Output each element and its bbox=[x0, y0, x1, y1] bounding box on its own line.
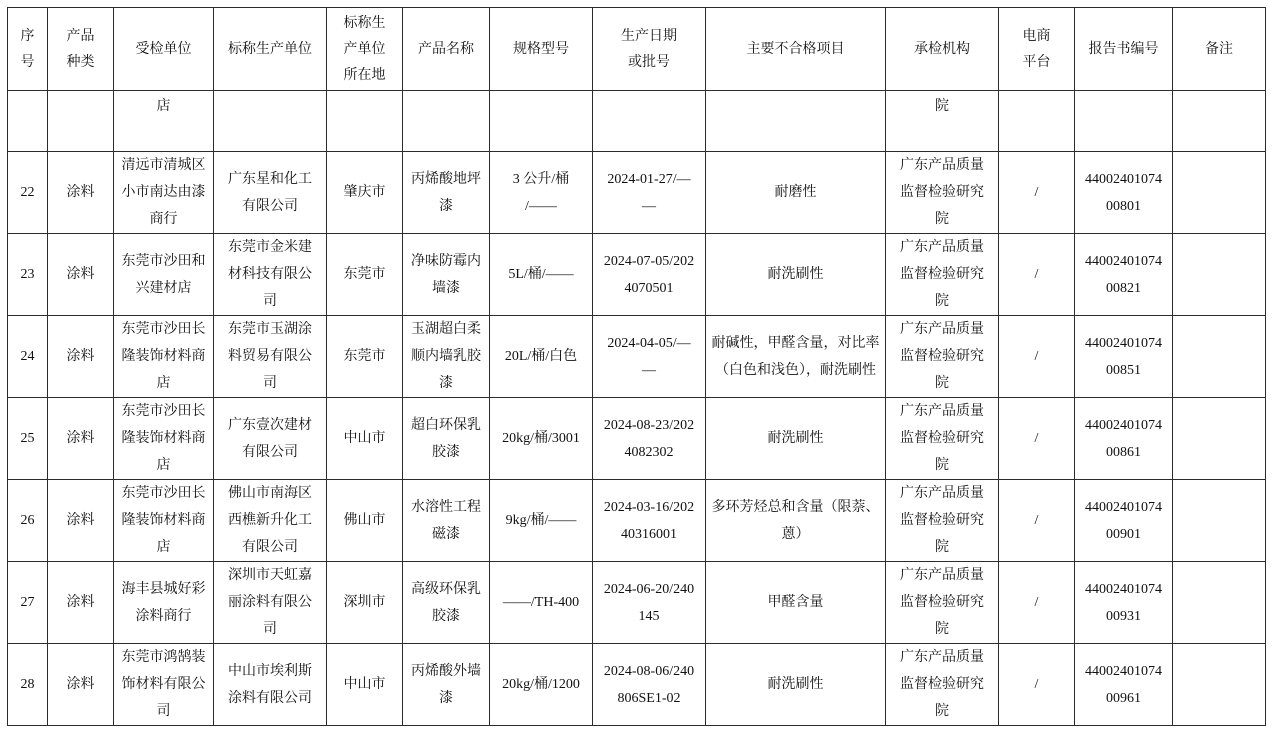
header-producer: 标称生产单位 bbox=[214, 8, 327, 91]
header-product: 产品名称 bbox=[403, 8, 490, 91]
cell-defects bbox=[706, 562, 886, 644]
cell-platform: / bbox=[999, 234, 1075, 316]
cell-seq: 25 bbox=[8, 398, 48, 480]
cell-product-line: 丙烯酸地坪 bbox=[411, 170, 481, 187]
cell-producer bbox=[214, 398, 327, 480]
cell-defects-line: 耐洗刷性 bbox=[767, 266, 824, 282]
cell-producer bbox=[214, 91, 327, 152]
cell-inspected-unit bbox=[114, 316, 214, 398]
cell-product-line: 漆 bbox=[439, 375, 453, 391]
cell-inspected-unit bbox=[114, 562, 214, 644]
cell-spec-line: 20kg/桶/3001 bbox=[502, 431, 580, 446]
cell-agency bbox=[886, 152, 999, 234]
header-category-line: 产品 bbox=[66, 28, 95, 44]
table-row bbox=[8, 644, 1266, 726]
cell-inspected-unit-line: 商行 bbox=[149, 211, 178, 227]
table-row bbox=[8, 316, 1266, 398]
cell-report-line: 00861 bbox=[1106, 444, 1141, 460]
cell-remarks bbox=[1173, 316, 1266, 398]
cell-platform bbox=[999, 91, 1075, 152]
cell-spec-line: 9kg/桶/—— bbox=[505, 513, 577, 528]
cell-location: 深圳市 bbox=[327, 562, 403, 644]
cell-inspected-unit bbox=[114, 234, 214, 316]
cell-date-line: 4070501 bbox=[624, 280, 674, 296]
cell-category: 涂料 bbox=[48, 398, 114, 480]
cell-remarks bbox=[1173, 562, 1266, 644]
cell-report bbox=[1075, 316, 1173, 398]
cell-producer-line: 佛山市南海区 bbox=[228, 485, 312, 501]
cell-spec bbox=[490, 234, 593, 316]
cell-defects-line: 耐洗刷性 bbox=[767, 676, 824, 692]
cell-defects bbox=[706, 316, 886, 398]
header-date bbox=[593, 8, 706, 91]
cell-seq bbox=[8, 91, 48, 152]
cell-producer bbox=[214, 562, 327, 644]
cell-inspected-unit-line: 店 bbox=[156, 457, 171, 473]
cell-product bbox=[403, 152, 490, 234]
cell-inspected-unit bbox=[114, 480, 214, 562]
cell-producer-line: 东莞市金米建 bbox=[228, 239, 312, 255]
cell-producer-line: 有限公司 bbox=[242, 443, 298, 460]
cell-seq: 23 bbox=[8, 234, 48, 316]
header-seq bbox=[8, 8, 48, 91]
cell-defects bbox=[706, 398, 886, 480]
cell-date bbox=[593, 398, 706, 480]
header-inspected-unit: 受检单位 bbox=[114, 8, 214, 91]
cell-agency bbox=[886, 398, 999, 480]
table-row bbox=[8, 234, 1266, 316]
cell-producer-line: 司 bbox=[263, 621, 277, 637]
header-location-line: 产单位 bbox=[343, 41, 386, 57]
cell-category: 涂料 bbox=[48, 480, 114, 562]
cell-inspected-unit bbox=[114, 644, 214, 726]
cell-date-line: — bbox=[642, 198, 656, 214]
cell-agency-line: 广东产品质量 bbox=[900, 239, 984, 255]
cell-category: 涂料 bbox=[48, 316, 114, 398]
cell-platform: / bbox=[999, 562, 1075, 644]
cell-producer-line: 有限公司 bbox=[242, 197, 298, 214]
cell-product-line: 丙烯酸外墙 bbox=[411, 662, 481, 679]
cell-producer-line: 涂料有限公司 bbox=[228, 689, 312, 706]
cell-producer bbox=[214, 480, 327, 562]
cell-agency-line: 监督检验研究 bbox=[900, 676, 984, 692]
cell-product-line: 胶漆 bbox=[432, 607, 460, 624]
cell-inspected-unit-line: 东莞市沙田和 bbox=[121, 252, 206, 269]
continuation-row bbox=[8, 91, 1266, 152]
cell-category: 涂料 bbox=[48, 562, 114, 644]
header-agency: 承检机构 bbox=[886, 8, 999, 91]
header-defects: 主要不合格项目 bbox=[706, 8, 886, 91]
cell-spec bbox=[490, 480, 593, 562]
cell-producer-line: 有限公司 bbox=[242, 539, 298, 555]
cell-location: 中山市 bbox=[327, 398, 403, 480]
header-spec: 规格型号 bbox=[490, 8, 593, 91]
cell-report-line: 00801 bbox=[1106, 198, 1141, 214]
cell-agency-line: 广东产品质量 bbox=[900, 649, 984, 665]
cell-producer-line: 广东壹次建材 bbox=[228, 416, 312, 433]
header-report: 报告书编号 bbox=[1075, 8, 1173, 91]
cell-product-line: 水溶性工程 bbox=[411, 498, 481, 515]
cell-spec bbox=[490, 91, 593, 152]
cell-product-line: 净味防霉内 bbox=[411, 252, 481, 269]
cell-agency bbox=[886, 316, 999, 398]
cell-date-line: 40316001 bbox=[621, 526, 677, 542]
cell-report-line: 44002401074 bbox=[1085, 581, 1162, 597]
cell-location: 东莞市 bbox=[327, 234, 403, 316]
cell-product bbox=[403, 234, 490, 316]
cell-agency-line: 院 bbox=[935, 211, 949, 227]
cell-defects bbox=[706, 644, 886, 726]
cell-producer-line: 西樵新升化工 bbox=[228, 512, 312, 528]
cell-product bbox=[403, 398, 490, 480]
cell-remarks bbox=[1173, 644, 1266, 726]
cell-report bbox=[1075, 152, 1173, 234]
cell-agency bbox=[886, 480, 999, 562]
cell-product-line: 漆 bbox=[439, 689, 453, 706]
table-row bbox=[8, 562, 1266, 644]
cell-inspected-unit-line: 店 bbox=[156, 539, 171, 555]
cell-report-line: 00901 bbox=[1106, 526, 1141, 542]
cell-location bbox=[327, 91, 403, 152]
cell-inspected-unit bbox=[114, 398, 214, 480]
cell-spec-line: 20kg/桶/1200 bbox=[502, 677, 580, 692]
cell-seq: 22 bbox=[8, 152, 48, 234]
cell-inspected-unit-line: 东莞市沙田长 bbox=[121, 485, 206, 501]
cell-remarks bbox=[1173, 480, 1266, 562]
cell-date bbox=[593, 234, 706, 316]
cell-inspected-unit-line: 隆装饰材料商 bbox=[121, 430, 206, 446]
cell-report-line: 00821 bbox=[1106, 280, 1141, 296]
cell-producer-line: 中山市埃利斯 bbox=[228, 662, 312, 679]
cell-location: 东莞市 bbox=[327, 316, 403, 398]
cell-date-line: 145 bbox=[638, 608, 660, 624]
cell-date-line: 2024-04-05/— bbox=[607, 335, 691, 351]
cell-agency: 院 bbox=[886, 91, 999, 152]
cell-location: 肇庆市 bbox=[327, 152, 403, 234]
cell-producer bbox=[214, 152, 327, 234]
cell-producer-line: 材科技有限公 bbox=[228, 266, 312, 282]
cell-seq: 26 bbox=[8, 480, 48, 562]
cell-product bbox=[403, 316, 490, 398]
header-row bbox=[8, 8, 1266, 91]
cell-agency-line: 广东产品质量 bbox=[900, 403, 984, 419]
cell-inspected-unit-line: 涂料商行 bbox=[135, 607, 192, 624]
cell-inspected-unit: 店 bbox=[114, 91, 214, 152]
cell-platform: / bbox=[999, 644, 1075, 726]
cell-defects bbox=[706, 480, 886, 562]
cell-product-line: 高级环保乳 bbox=[411, 580, 481, 597]
cell-product-line: 墙漆 bbox=[432, 279, 460, 296]
cell-agency-line: 监督检验研究 bbox=[900, 430, 984, 446]
cell-date-line: — bbox=[642, 362, 656, 378]
cell-date-line: 806SE1-02 bbox=[617, 690, 681, 706]
cell-report-line: 00961 bbox=[1106, 690, 1141, 706]
cell-defects-line: 耐磨性 bbox=[774, 184, 817, 200]
cell-platform: / bbox=[999, 480, 1075, 562]
cell-producer-line: 丽涂料有限公 bbox=[228, 594, 312, 610]
cell-inspected-unit-line: 饰材料有限公 bbox=[121, 676, 206, 692]
cell-report-line: 00931 bbox=[1106, 608, 1141, 624]
cell-remarks bbox=[1173, 152, 1266, 234]
header-seq-line: 序 bbox=[20, 28, 35, 44]
cell-defects-line: 耐洗刷性 bbox=[767, 430, 824, 446]
cell-product-line: 磁漆 bbox=[432, 525, 460, 542]
cell-inspected-unit-line: 东莞市沙田长 bbox=[121, 321, 206, 337]
cell-report bbox=[1075, 480, 1173, 562]
cell-agency-line: 院 bbox=[935, 539, 949, 555]
header-category-line: 种类 bbox=[66, 54, 95, 70]
cell-report bbox=[1075, 234, 1173, 316]
cell-agency-line: 院 bbox=[935, 457, 949, 473]
cell-inspected-unit-line: 兴建材店 bbox=[135, 279, 192, 296]
cell-agency-line: 院 bbox=[935, 375, 949, 391]
cell-date-line: 2024-08-06/240 bbox=[603, 663, 695, 679]
cell-product-line: 胶漆 bbox=[432, 443, 460, 460]
cell-report-line: 44002401074 bbox=[1085, 335, 1162, 351]
cell-category: 涂料 bbox=[48, 644, 114, 726]
header-platform bbox=[999, 8, 1075, 91]
cell-inspected-unit-line: 司 bbox=[156, 703, 171, 719]
cell-date bbox=[593, 91, 706, 152]
cell-agency-line: 监督检验研究 bbox=[900, 594, 984, 610]
cell-producer-line: 司 bbox=[263, 293, 277, 309]
cell-category: 涂料 bbox=[48, 234, 114, 316]
cell-agency-line: 院 bbox=[935, 293, 949, 309]
cell-spec bbox=[490, 152, 593, 234]
cell-date-line: 2024-07-05/202 bbox=[603, 253, 695, 269]
cell-spec bbox=[490, 398, 593, 480]
cell-spec bbox=[490, 562, 593, 644]
cell-spec bbox=[490, 644, 593, 726]
cell-date bbox=[593, 562, 706, 644]
cell-spec-line: 3 公升/桶 bbox=[512, 171, 570, 187]
header-remarks: 备注 bbox=[1173, 8, 1266, 91]
cell-product-line: 漆 bbox=[439, 197, 453, 214]
cell-inspected-unit-line: 东莞市沙田长 bbox=[121, 403, 206, 419]
header-platform-line: 电商 bbox=[1022, 28, 1051, 44]
header-date-line: 或批号 bbox=[628, 54, 670, 70]
header-location-line: 所在地 bbox=[343, 67, 386, 83]
cell-report bbox=[1075, 562, 1173, 644]
cell-agency-line: 院 bbox=[935, 703, 949, 719]
cell-agency-line: 广东产品质量 bbox=[900, 157, 984, 173]
cell-platform: / bbox=[999, 398, 1075, 480]
cell-report-line: 44002401074 bbox=[1085, 171, 1162, 187]
cell-date-line: 4082302 bbox=[624, 444, 674, 460]
cell-report-line: 44002401074 bbox=[1085, 499, 1162, 515]
cell-date bbox=[593, 316, 706, 398]
inspection-results-table bbox=[7, 7, 1266, 726]
cell-agency-line: 广东产品质量 bbox=[900, 321, 984, 337]
cell-spec-line: 20L/桶/白色 bbox=[504, 349, 578, 364]
cell-spec-line: ——/TH-400 bbox=[502, 595, 580, 610]
cell-category: 涂料 bbox=[48, 152, 114, 234]
cell-remarks bbox=[1173, 234, 1266, 316]
cell-agency-line: 监督检验研究 bbox=[900, 348, 984, 364]
cell-agency bbox=[886, 644, 999, 726]
cell-defects-line: 蒽） bbox=[781, 525, 810, 542]
cell-report bbox=[1075, 91, 1173, 152]
cell-agency-line: 广东产品质量 bbox=[900, 567, 984, 583]
cell-seq: 24 bbox=[8, 316, 48, 398]
cell-product bbox=[403, 562, 490, 644]
cell-location: 中山市 bbox=[327, 644, 403, 726]
cell-remarks bbox=[1173, 398, 1266, 480]
cell-platform: / bbox=[999, 316, 1075, 398]
cell-date bbox=[593, 152, 706, 234]
cell-inspected-unit bbox=[114, 152, 214, 234]
cell-report bbox=[1075, 644, 1173, 726]
cell-producer bbox=[214, 234, 327, 316]
cell-producer-line: 深圳市天虹嘉 bbox=[228, 567, 312, 583]
cell-date-line: 2024-08-23/202 bbox=[603, 417, 695, 433]
cell-inspected-unit-line: 东莞市鸿鹄装 bbox=[121, 649, 206, 665]
cell-inspected-unit-line: 店 bbox=[156, 375, 171, 391]
header-category bbox=[48, 8, 114, 91]
cell-producer bbox=[214, 644, 327, 726]
cell-report-line: 44002401074 bbox=[1085, 663, 1162, 679]
cell-product bbox=[403, 644, 490, 726]
cell-producer bbox=[214, 316, 327, 398]
table-row bbox=[8, 480, 1266, 562]
cell-product-line: 超白环保乳 bbox=[411, 416, 481, 433]
cell-agency bbox=[886, 562, 999, 644]
cell-spec-line: /—— bbox=[525, 198, 557, 214]
cell-producer-line: 东莞市玉湖涂 bbox=[228, 321, 312, 337]
cell-spec bbox=[490, 316, 593, 398]
cell-report-line: 44002401074 bbox=[1085, 417, 1162, 433]
cell-agency-line: 院 bbox=[935, 621, 949, 637]
cell-product-line: 玉湖超白柔 bbox=[411, 321, 481, 337]
header-seq-line: 号 bbox=[20, 54, 35, 70]
cell-inspected-unit-line: 小市南达由漆 bbox=[121, 184, 206, 200]
cell-agency-line: 监督检验研究 bbox=[900, 512, 984, 528]
cell-inspected-unit-line: 隆装饰材料商 bbox=[121, 512, 206, 528]
cell-defects-line: （白色和浅色），耐洗刷性 bbox=[715, 361, 876, 378]
header-date-line: 生产日期 bbox=[621, 28, 677, 44]
cell-defects bbox=[706, 152, 886, 234]
document-page bbox=[7, 7, 1266, 726]
cell-product bbox=[403, 480, 490, 562]
cell-defects-line: 甲醛含量 bbox=[767, 594, 824, 610]
cell-location: 佛山市 bbox=[327, 480, 403, 562]
cell-inspected-unit-line: 隆装饰材料商 bbox=[121, 348, 206, 364]
header-location-line: 标称生 bbox=[343, 15, 386, 31]
cell-platform: / bbox=[999, 152, 1075, 234]
cell-date-line: 2024-01-27/— bbox=[607, 171, 691, 187]
cell-producer-line: 广东星和化工 bbox=[228, 170, 312, 187]
cell-product bbox=[403, 91, 490, 152]
table-row bbox=[8, 398, 1266, 480]
cell-report-line: 44002401074 bbox=[1085, 253, 1162, 269]
cell-agency-line: 监督检验研究 bbox=[900, 184, 984, 200]
cell-remarks bbox=[1173, 91, 1266, 152]
cell-agency-line: 监督检验研究 bbox=[900, 266, 984, 282]
cell-defects-line: 多环芳烃总和含量（限萘、 bbox=[711, 498, 880, 515]
cell-report-line: 00851 bbox=[1106, 362, 1141, 378]
cell-defects-line: 耐碱性，甲醛含量，对比率 bbox=[711, 334, 880, 351]
cell-agency bbox=[886, 234, 999, 316]
cell-defects bbox=[706, 234, 886, 316]
cell-inspected-unit-line: 海丰县城好彩 bbox=[121, 580, 206, 597]
cell-producer-line: 司 bbox=[263, 375, 277, 391]
table-row bbox=[8, 152, 1266, 234]
cell-category bbox=[48, 91, 114, 152]
cell-defects bbox=[706, 91, 886, 152]
cell-seq: 28 bbox=[8, 644, 48, 726]
cell-date bbox=[593, 480, 706, 562]
cell-report bbox=[1075, 398, 1173, 480]
cell-product-line: 顺内墙乳胶 bbox=[411, 348, 481, 364]
header-platform-line: 平台 bbox=[1022, 54, 1051, 70]
header-location bbox=[327, 8, 403, 91]
cell-date bbox=[593, 644, 706, 726]
cell-seq: 27 bbox=[8, 562, 48, 644]
cell-spec-line: 5L/桶/—— bbox=[508, 267, 574, 282]
cell-inspected-unit-line: 清远市清城区 bbox=[121, 157, 206, 173]
cell-producer-line: 料贸易有限公 bbox=[228, 348, 312, 364]
cell-date-line: 2024-03-16/202 bbox=[603, 499, 695, 515]
cell-agency-line: 广东产品质量 bbox=[900, 485, 984, 501]
cell-date-line: 2024-06-20/240 bbox=[603, 581, 695, 597]
